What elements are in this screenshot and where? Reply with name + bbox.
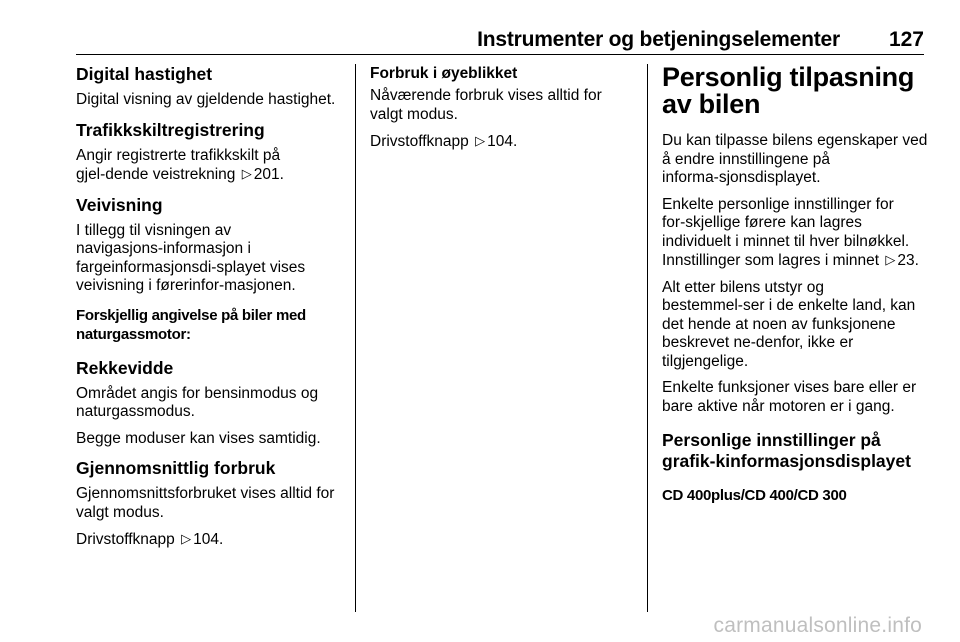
arrow-right-icon: ▷ — [475, 133, 486, 148]
paragraph-1: Du kan tilpasse bilens egenskaper ved å endre innstillingene på informa‑sjonsdisplayet. — [662, 132, 928, 186]
heading-models: CD 400plus/CD 400/CD 300 — [662, 487, 847, 504]
column-3 — [662, 64, 930, 519]
fuel-button-label: Drivstoffknapp — [76, 531, 175, 548]
heading-digital-speed: Digital hastighet — [76, 64, 213, 84]
page-reference-number: 104. — [193, 531, 224, 548]
paragraph-2 — [662, 196, 930, 271]
section-range — [76, 358, 346, 449]
text-digital-speed: Digital visning av gjeldende hastighet. — [76, 91, 336, 108]
fuel-button-label: Drivstoffknapp — [370, 133, 469, 150]
section-instant-consumption — [370, 64, 632, 152]
heading-instant-consumption: Forbruk i øyeblikket — [370, 65, 518, 82]
paragraph-3: Alt etter bilens utstyr og bestemmel‑ser i de enkelte land, kan det hende at noen av funksjonene beskrevet ne‑denfor, ikke er tilgjengelige. — [662, 278, 916, 370]
arrow-right-icon: ▷ — [181, 531, 192, 546]
heading-route-guidance: Veivisning — [76, 194, 163, 215]
column-1 — [76, 64, 346, 560]
heading-personal-settings: Personlige innstillinger på grafik‑kinformasjonsdisplayet — [662, 430, 911, 471]
ref-instant-consumption — [370, 132, 632, 152]
section-traffic-sign — [76, 120, 346, 185]
page-reference-number: 104. — [487, 133, 518, 150]
text-range-1: Området angis for bensinmodus og naturgassmodus. — [76, 384, 319, 420]
text-route-guidance: I tillegg til visningen av navigasjons‑informasjon i fargeinformasjonsdi‑splayet vises veivisning i førerinfor‑masjonen. — [76, 221, 306, 294]
text-range-2: Begge moduser kan vises samtidig. — [76, 429, 321, 447]
page-reference-number: 201. — [253, 166, 284, 183]
heading-range: Rekkevidde — [76, 357, 174, 378]
watermark: carmanualsonline.info — [713, 614, 922, 637]
column-divider-1 — [355, 64, 356, 612]
page-number: 127 — [888, 28, 924, 51]
page-reference[interactable] — [240, 166, 284, 183]
page-reference[interactable] — [179, 531, 223, 548]
heading-traffic-sign: Trafikkskiltregistrering — [76, 119, 265, 140]
column-2 — [370, 64, 632, 166]
arrow-right-icon: ▷ — [241, 166, 252, 181]
paragraph-2-body: Enkelte personlige innstillinger for for‑skjellige førere kan lagres individuelt i minnet til hver bilnøkkel. Innstillinger som lagres i minnet — [662, 195, 910, 269]
heading-avg-consumption: Gjennomsnittlig forbruk — [76, 458, 276, 478]
header-title: Instrumenter og betjeningselementer — [477, 28, 840, 51]
section-avg-consumption — [76, 458, 346, 550]
section-route-guidance — [76, 195, 346, 296]
page-reference-number: 23. — [897, 252, 919, 269]
text-avg-consumption: Gjennomsnittsforbruket vises alltid for valgt modus. — [76, 485, 335, 521]
traffic-sign-body: Angir registrerte trafikkskilt på gjel‑dende veistrekning — [76, 146, 281, 183]
paragraph-4: Enkelte funksjoner vises bare eller er bare aktive når motoren er i gang. — [662, 379, 917, 415]
arrow-right-icon: ▷ — [885, 252, 896, 267]
page-reference[interactable] — [473, 133, 517, 150]
column-divider-2 — [647, 64, 648, 612]
section-digital-speed — [76, 64, 346, 110]
ref-avg-consumption — [76, 530, 346, 550]
page-header — [76, 24, 924, 55]
page-reference[interactable] — [883, 252, 919, 269]
heading-cng: Forskjellig angivelse på biler med naturgassmotor: — [76, 306, 306, 343]
text-traffic-sign — [76, 147, 346, 185]
chapter-title: Personlig tilpasning av bilen — [662, 62, 915, 119]
text-instant-consumption: Nåværende forbruk vises alltid for valgt modus. — [370, 87, 602, 123]
